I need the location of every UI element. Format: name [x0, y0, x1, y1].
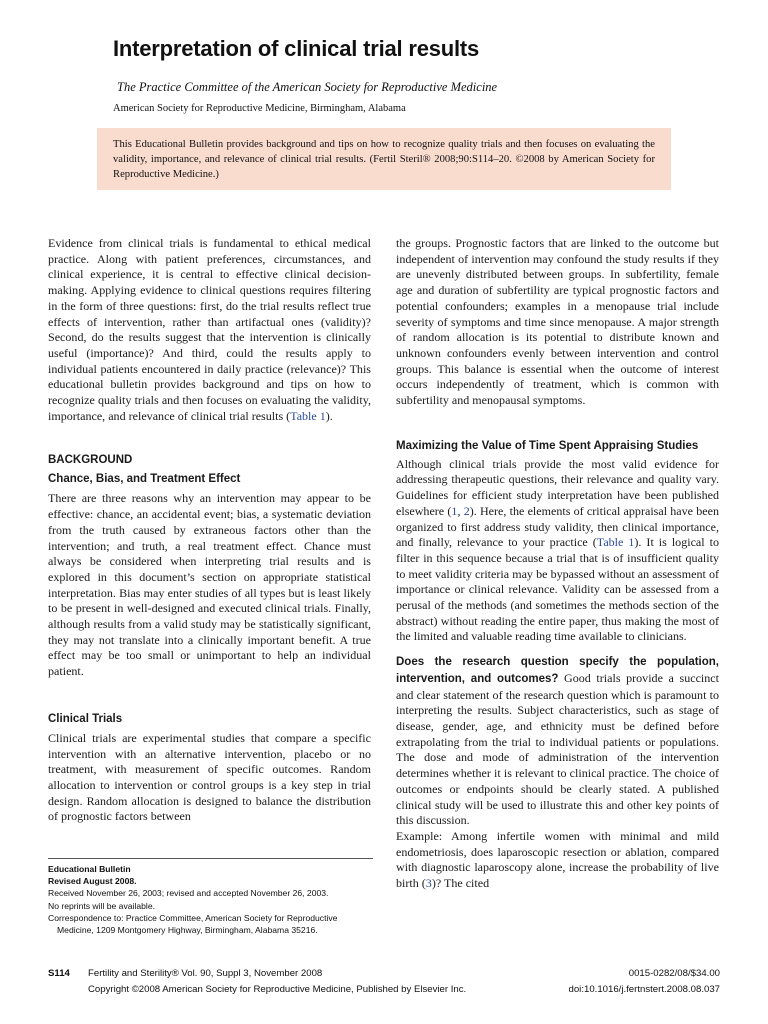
left-column: [48, 236, 371, 825]
maximizing-heading: Maximizing the Value of Time Spent Appraising Studies: [396, 439, 699, 452]
maximizing-text-end: ). It is logical to filter in this sequence because a trial that is of insufficient quality to meet validity criteria may be bypassed without an assessment of importance or clinical relevance. Validity can be assessed from a perusal of the methods (and sometimes the methods section of the abstract) without reading the entire paper, thus making the most of the limited and valuable reading time available to clinicians.: [396, 535, 719, 644]
reference-3-link[interactable]: 3: [425, 876, 432, 891]
example-text: Example: Among infertile women with minimal and mild endometriosis, does laparoscopic resection or ablation, compared with diagnostic laparoscopy alone, increase the probability of live birth (: [396, 828, 719, 891]
doi-link[interactable]: doi:10.1016/j.fertnstert.2008.08.037: [568, 984, 720, 995]
notes-divider: [48, 858, 373, 859]
reprints-note: No reprints will be available.: [48, 900, 155, 911]
maximizing-text: Although clinical trials provide the most valid evidence for addressing therapeutic questions, their relevance and quality vary. Guidelines for efficient study interpretation have been published elsewhere (: [396, 456, 719, 518]
prognostic-paragraph: the groups. Prognostic factors that are linked to the outcome but independent of intervention may confound the study results if they are unevenly distributed between groups. In subfertility, female age and duration of subfertility are typical prognostic factors and potential confounders; examples in a menopause trial include severity of symptoms and time since menopause. A major strength of random allocation is its potential to distribute known and unknown confounders evenly between intervention and control groups. This balance is essential when the outcome of interest occurs independently of treatment, which is common with subfertility and menopausal symptoms.: [396, 236, 719, 408]
copyright-line: Copyright ©2008 American Society for Reproductive Medicine, Published by Elsevier Inc.: [88, 984, 467, 995]
research-question-text: Good trials provide a succinct and clear statement of the research question which is paramount to interpreting the results. Subject characteristics, such as stage of disease, gender, age, and ethnicity must be defined before extrapolating from the trial to individual patients or populations. The dose and mode of administration of the intervention determines whether it is relevant to clinical practice. The choice of outcomes or endpoints should be clearly stated. A published clinical study will be used to illustrate this and other key points of this discussion.: [396, 670, 719, 828]
intro-text-end: ).: [325, 408, 333, 423]
intro-paragraph: [48, 236, 371, 424]
reference-1-link[interactable]: 1: [451, 503, 458, 518]
table-1-link-2[interactable]: Table 1: [596, 535, 635, 550]
example-text-end: )? The cited: [431, 876, 490, 891]
bulletin-type: Educational Bulletin: [48, 864, 131, 874]
intro-text: Evidence from clinical trials is fundamental to ethical medical practice. Along with patient preferences, circumstances, and clinical experience, it is central to effective clinical decision-making. Applying evidence to clinical questions requires filtering in the form of three questions: first, do the trial results reflect true effects of intervention, rather than artifactual ones (validity)? Second, do the results suggest that the intervention is clinically useful (importance)? And third, could the results apply to individual patients encountered in daily practice (relevance)? This educational bulletin provides background and tips on how to recognize quality trials and then focuses on evaluating the validity, importance, and relevance of clinical trial results (: [48, 236, 371, 423]
research-question-paragraph: [396, 654, 719, 829]
research-question-heading: Does the research question specify the population, intervention, and outcomes?: [396, 656, 719, 685]
article-affiliation: American Society for Reproductive Medicine, Birmingham, Alabama: [113, 103, 406, 114]
article-title: Interpretation of clinical trial results: [113, 36, 480, 61]
chance-bias-paragraph: There are three reasons why an intervention may appear to be effective: chance, an accidental event; bias, a systematic deviation from the truth caused by extraneous factors other than the intervention; and truth, a real treatment effect. Chance must always be considered when interpreting trial results and is explored in this document’s section on appropriate statistical interpretation. Bias may enter studies of all types but is least likely to be present in well-designed and executed clinical trials. Finally, although results from a valid study may be statistically significant, they may not translate into a clinically important benefit. A true effect may be too small or unimportant to help an individual patient.: [48, 491, 371, 679]
chance-bias-heading: Chance, Bias, and Treatment Effect: [48, 473, 241, 486]
example-paragraph: [396, 829, 719, 892]
clinical-trials-heading: Clinical Trials: [48, 712, 123, 725]
maximizing-text-mid: ). Here, the elements of critical appraisal have been organized to first address study validity, then clinical importance, and finally, relevance to your practice (: [396, 503, 719, 550]
issn-price: 0015-0282/08/$34.00: [628, 968, 720, 979]
article-authors: The Practice Committee of the American Society for Reproductive Medicine: [117, 80, 498, 94]
journal-citation: Fertility and Sterility® Vol. 90, Suppl 3, November 2008: [88, 968, 323, 979]
abstract-box: [97, 128, 671, 190]
reference-separator: ,: [457, 503, 464, 518]
revised-date: Revised August 2008.: [48, 876, 137, 887]
page-number: S114: [48, 968, 70, 979]
reference-2-link[interactable]: 2: [463, 503, 470, 518]
abstract-text: This Educational Bulletin provides background and tips on how to recognize quality trials and then focuses on evaluating the validity, importance, and relevance of clinical trial results. (Fertil Steril® 2008;90:S114–20. ©2008 by American Society for Reproductive Medicine.): [113, 139, 655, 180]
right-column: [396, 236, 719, 892]
maximizing-paragraph: [396, 457, 719, 645]
clinical-trials-paragraph: Clinical trials are experimental studies that compare a specific intervention with an alternative intervention, placebo or no treatment, with measurement of specific outcomes. Random allocation to intervention or control groups is a key step in trial design. Random allocation is designed to balance the distribution of prognostic factors between: [48, 730, 371, 824]
received-date: Received November 26, 2003; revised and accepted November 26, 2003.: [48, 888, 329, 899]
background-heading: BACKGROUND: [48, 454, 133, 467]
table-1-link[interactable]: Table 1: [290, 408, 326, 423]
correspondence-note: Correspondence to: Practice Committee, American Society for Reproductive Medicine, 1209 Montgomery Highway, Birmingham, Alabama 35216.: [48, 912, 338, 936]
article-notes: [48, 858, 373, 936]
